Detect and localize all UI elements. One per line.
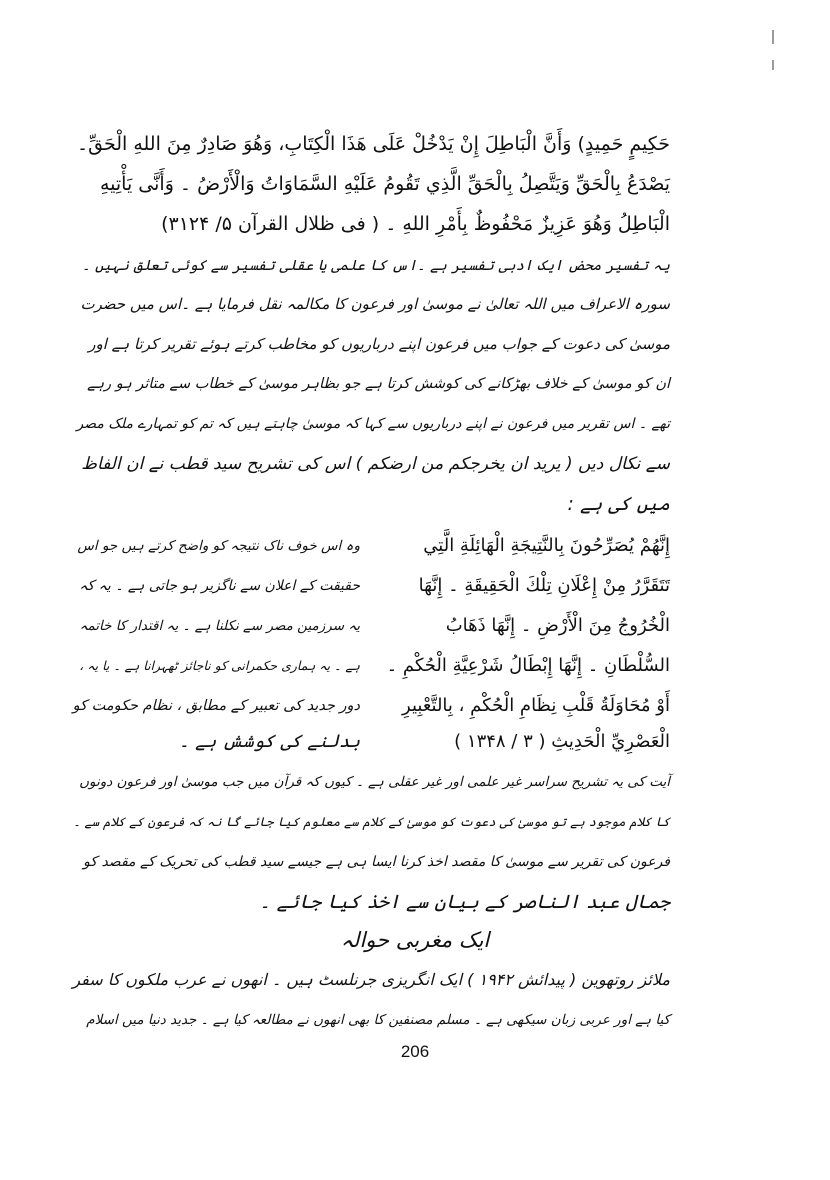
text-line: يَصْدَعُ بِالْحَقِّ وَيَتَّصِلُ بِالْحَقِّ الَّذِي تَقُومُ عَلَيْهِ السَّمَاوَاتُ وَالْأَرْضُ ۔ وَأَنَّى يَأْتِيهِ [99,173,670,195]
text-line: السُّلْطَانِ ۔ إِنَّهَا إِبْطَالُ شَرْعِيَّةِ الْحُكْمِ ۔ [386,655,670,676]
text-line: تھے ۔ اس تقریر میں فرعون نے اپنے درباریوں سے کہا کہ موسیٰ چاہتے ہیں کہ تم کو تمہارے ملک مصر [76,416,670,432]
margin-mark [772,60,774,70]
text-line: وہ اس خوف ناک نتیجہ کو واضح کرتے ہیں جو اس [77,538,360,554]
text-line: کا کلام موجود ہے تو موسیٰ کی دعوت کو موسیٰ کے کلام سے معلوم کیا جائے گا نہ کہ فرعون کے کلام سے ۔ [73,814,670,829]
section-heading: ایک مغربی حوالہ [340,928,490,952]
text-line: یہ سرزمین مصر سے نکلنا ہے ۔ یہ اقتدار کا خاتمہ [79,618,360,634]
text-line: سے نکال دیں ( یرید ان یخرجکم من ارضکم ) اس کی تشریح سید قطب نے ان الفاظ [81,454,670,474]
text-line: دور جدید کی تعبیر کے مطابق ، نظام حکومت کو [72,698,360,714]
text-line: فرعون کی تقریر سے موسیٰ کا مقصد اخذ کرنا ایسا ہی ہے جیسے سید قطب کی تحریک کے مقصد کو [83,854,670,870]
text-line: ان کو موسیٰ کے خلاف بھڑکانے کی کوشش کرتا ہے جو بظاہر موسیٰ کے خطاب سے متاثر ہو رہے [87,376,670,392]
text-line: کیا ہے اور عربی زبان سیکھی ہے ۔ مسلم مصنفین کا بھی انھوں نے مطالعہ کیا ہے ۔ جدید دنیا میں اسلام [86,1012,670,1028]
text-line: الْعَصْرِيِّ الْحَدِيثِ ( ۳ / ۱۳۴۸ ) [454,731,670,752]
text-line: ہے ۔ یہ ہماری حکمرانی کو ناجائز ٹھہرانا ہے ۔ یا یہ ، [79,658,360,673]
text-line: حقیقت کے اعلان سے ناگزیر ہو جاتی ہے ۔ یہ کہ [79,578,360,594]
text-line: موسیٰ کی دعوت کے جواب میں فرعون اپنے درباریوں کو مخاطب کرتے ہوئے تقریر کرتا ہے اور [88,335,670,353]
text-line: ملائز روتھوین ( پیدائش ۱۹۴۲ ) ایک انگریزی جرنلسٹ ہیں ۔ انھوں نے عرب ملکوں کا سفر [72,970,670,989]
text-line: میں کی ہے : [567,493,670,515]
text-line: أَوْ مُحَاوَلَةُ قَلْبِ نِظَامِ الْحُكْمِ ، بِالتَّعْبِيرِ [402,695,670,716]
text-line: تَتَقَرَّرُ مِنْ إِعْلَانِ تِلْكَ الْحَقِيقَةِ ۔ إِنَّهَا [418,575,670,596]
text-line: حَكِيمٍ حَمِيدٍ) وَأَنَّ الْبَاطِلَ إِنْ يَدْخُلْ عَلَى هَذَا الْكِتَابِ، وَهُوَ صَادِرٌ مِنَ اللهِ الْحَقِّ۔ [76,133,670,155]
margin-mark [772,30,774,44]
page-number: 206 [400,1042,430,1061]
text-line: آیت کی یہ تشریح سراسر غیر علمی اور غیر عقلی ہے ۔ کیوں کہ قرآن میں جب موسیٰ اور فرعون دونوں [79,774,670,790]
text-line: سورہ الاعراف میں اللہ تعالیٰ نے موسیٰ اور فرعون کا مکالمہ نقل فرمایا ہے ۔اس میں حضرت [80,295,670,313]
text-line: الْبَاطِلُ وَهُوَ عَزِيزٌ مَحْفُوظٌ بِأَمْرِ اللهِ ۔ ( فی ظلال القرآن ۵/ ۳۱۲۴) [161,213,670,235]
text-line: إِنَّهُمْ يُصَرِّحُونَ بِالنَّتِيجَةِ الْهَائِلَةِ الَّتِي [423,535,670,556]
text-line: یہ تفسیر محض ایک ادبی تفسیر ہے ۔اس کا علمی یا عقلی تفسیر سے کوئی تعلق نہیں ۔ [81,258,670,274]
text-line: الْخُرُوجُ مِنَ الْأَرْضِ ۔ إِنَّهَا ذَهَابُ [445,615,670,636]
text-line: جمال عبد الناصر کے بیان سے اخذ کیا جائے ۔ [259,891,670,913]
text-line: بدلنے کی کوشش ہے ۔ [178,731,360,752]
